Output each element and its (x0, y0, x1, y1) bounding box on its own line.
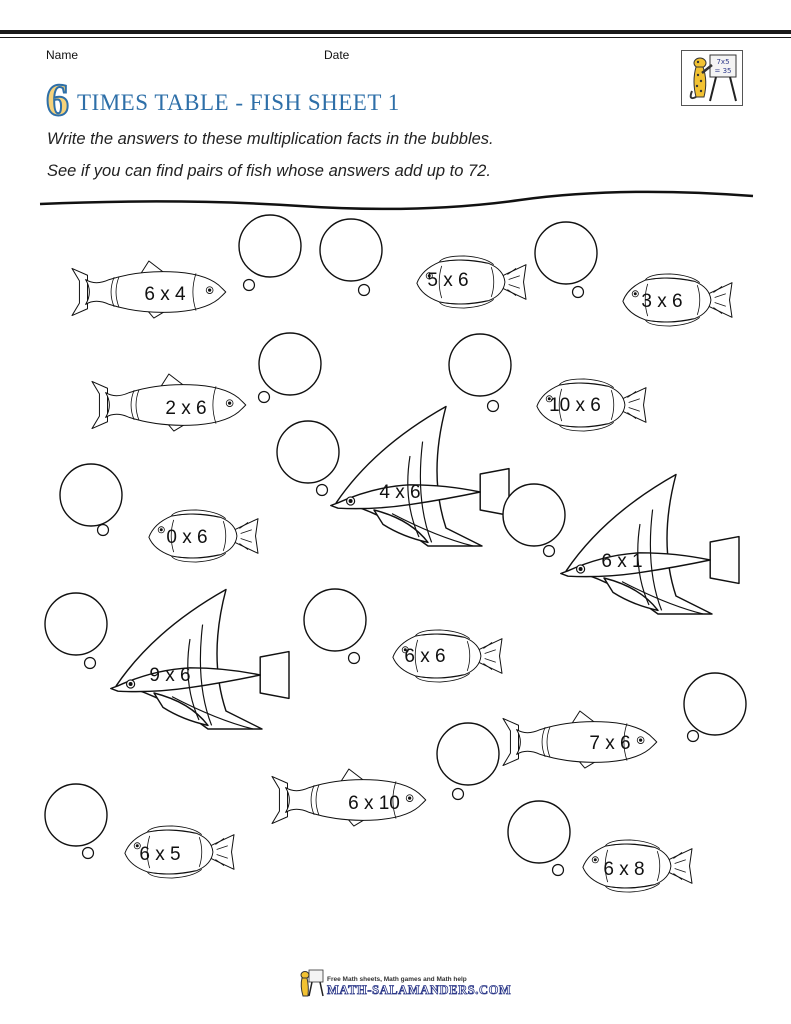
fish-fact-label: 6 x 10 (348, 793, 400, 814)
answer-bubble[interactable] (304, 589, 366, 651)
fish-fact-label: 9 x 6 (149, 665, 191, 686)
small-bubble (98, 525, 109, 536)
fish-angel (561, 475, 739, 615)
answer-bubble[interactable] (60, 464, 122, 526)
answer-bubble[interactable] (535, 222, 597, 284)
answer-bubble[interactable] (508, 801, 570, 863)
instruction-line-1: Write the answers to these multiplication facts in the bubbles. (47, 130, 494, 148)
small-bubble (453, 789, 464, 800)
small-bubble (83, 848, 94, 859)
fish-fact-label: 6 x 5 (139, 844, 181, 865)
date-label: Date (324, 48, 350, 62)
fish-clown (503, 711, 657, 768)
footer-tagline: Free Math sheets, Math games and Math help (327, 976, 467, 983)
small-bubble (259, 392, 270, 403)
fish-fact-label: 0 x 6 (166, 527, 208, 548)
fish-fact-label: 3 x 6 (641, 291, 683, 312)
small-bubble (688, 731, 699, 742)
small-bubble (349, 653, 360, 664)
small-bubble (553, 865, 564, 876)
answer-bubble[interactable] (239, 215, 301, 277)
logo-line-2: = 35 (714, 67, 732, 75)
fish-fact-label: 6 x 4 (144, 284, 186, 305)
fish-fact-label: 6 x 8 (603, 859, 645, 880)
small-bubble (317, 485, 328, 496)
small-bubble (359, 285, 370, 296)
instruction-line-2: See if you can find pairs of fish whose answers add up to 72. (47, 162, 491, 180)
footer-site-name: MATH-SALAMANDERS.COM (327, 983, 512, 997)
logo-line-1: 7x5 (716, 58, 730, 66)
fish-angel (111, 590, 289, 730)
small-bubble (244, 280, 255, 291)
fish-fact-label: 6 x 6 (404, 646, 446, 667)
small-bubble (488, 401, 499, 412)
small-bubble (85, 658, 96, 669)
answer-bubble[interactable] (320, 219, 382, 281)
answer-bubble[interactable] (277, 421, 339, 483)
answer-bubble[interactable] (503, 484, 565, 546)
small-bubble (544, 546, 555, 557)
fish-fact-label: 4 x 6 (379, 482, 421, 503)
answer-bubble[interactable] (684, 673, 746, 735)
name-label: Name (46, 48, 79, 62)
fish-fact-label: 2 x 6 (165, 398, 207, 419)
title-text: TIMES TABLE - FISH SHEET 1 (77, 90, 400, 115)
fish-angel (331, 407, 509, 547)
answer-bubble[interactable] (45, 593, 107, 655)
footer-brand (297, 968, 511, 998)
small-bubble (573, 287, 584, 298)
fish-fact-label: 7 x 6 (589, 733, 631, 754)
water-line (40, 192, 753, 209)
answer-bubble[interactable] (259, 333, 321, 395)
answer-bubble[interactable] (437, 723, 499, 785)
answer-bubble[interactable] (449, 334, 511, 396)
fish-fact-label: 6 x 1 (601, 551, 643, 572)
title-digit: 6 (46, 74, 69, 125)
footer-salamander-icon (297, 968, 325, 998)
fish-fact-label: 10 x 6 (549, 395, 601, 416)
fish-fact-label: 5 x 6 (427, 270, 469, 291)
answer-bubble[interactable] (45, 784, 107, 846)
